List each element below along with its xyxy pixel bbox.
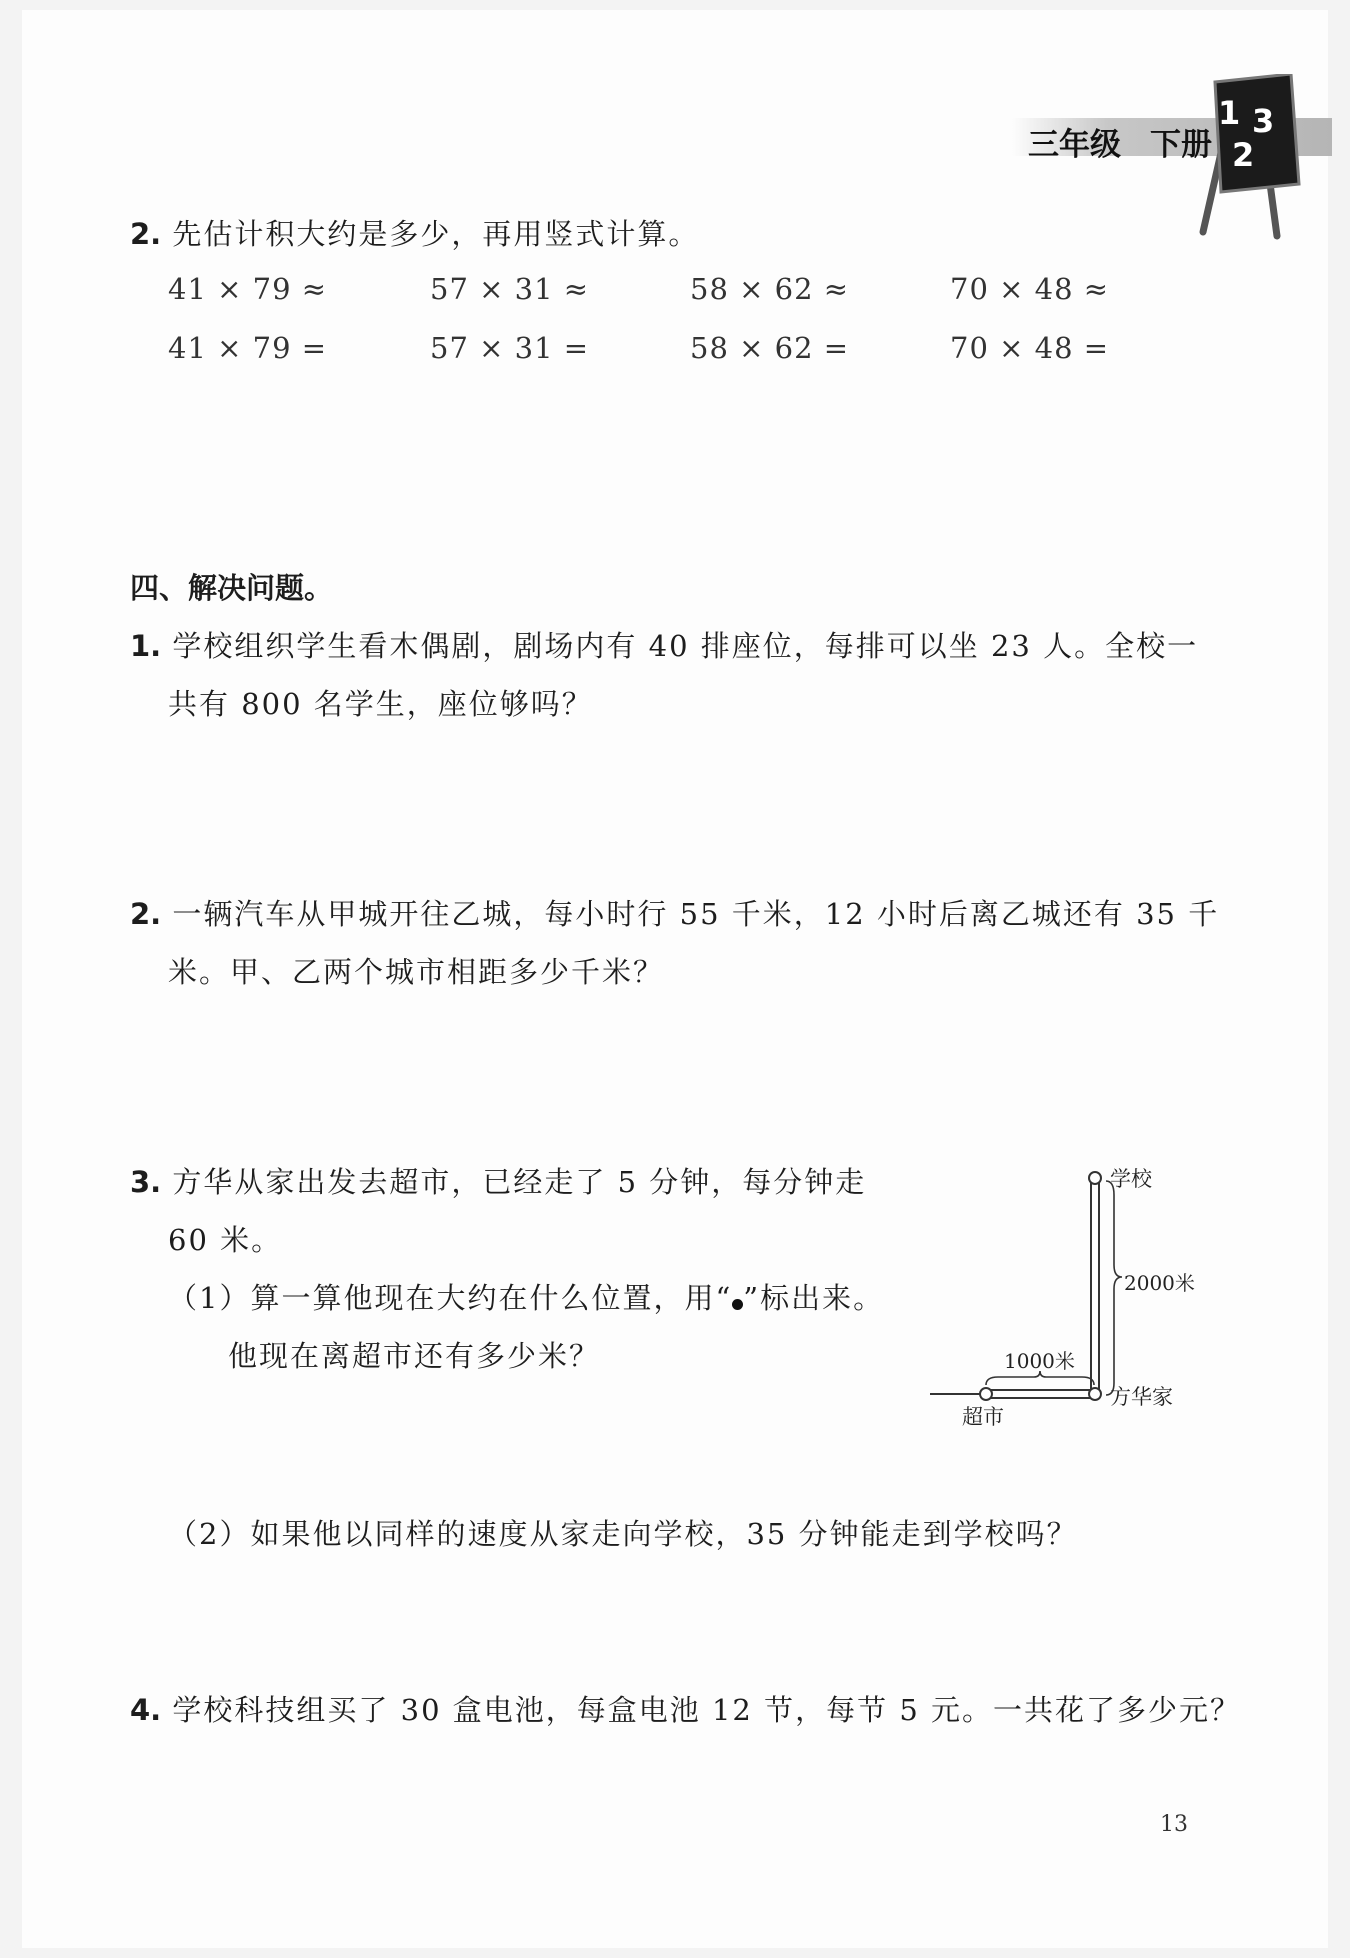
market-label: 超市 [962, 1405, 1004, 1429]
problem-text: 学校组织学生看木偶剧，剧场内有 40 排座位，每排可以坐 23 人。全校一 [172, 629, 1199, 663]
problem-3-sub1-line2: 他现在离超市还有多少米？ [228, 1339, 601, 1373]
problem-1-line2: 共有 800 名学生，座位够吗？ [168, 687, 593, 721]
problem-text: 方华从家出发去超市，已经走了 5 分钟，每分钟走 [172, 1165, 867, 1199]
problem-3-sub1 [168, 1276, 884, 1317]
problem-3-sub2: （2）如果他以同样的速度从家走向学校，35 分钟能走到学校吗？ [168, 1517, 1078, 1551]
problem-1 [130, 624, 1198, 665]
home-point [1089, 1388, 1101, 1400]
question-number: 3. [130, 1165, 162, 1199]
board-digit-3: 3 [1252, 102, 1275, 140]
vertical-distance-label: 2000米 [1124, 1271, 1195, 1295]
section-title: 四、解决问题。 [130, 571, 334, 605]
problem-2-line2: 米。甲、乙两个城市相距多少千米？ [168, 955, 665, 989]
school-point [1089, 1172, 1101, 1184]
estimate-expr-3: 58 × 62 ≈ [690, 272, 850, 306]
blackboard-icon [1195, 74, 1315, 244]
problem-2 [130, 892, 1219, 933]
exact-expr-1: 41 × 79 = [168, 331, 328, 365]
estimate-expr-1: 41 × 79 ≈ [168, 272, 328, 306]
volume-label: 下册 [1150, 127, 1212, 163]
question-number: 2. [130, 897, 162, 931]
page-number: 13 [1160, 1812, 1188, 1837]
home-label: 方华家 [1110, 1385, 1173, 1409]
board-digit-2: 2 [1232, 136, 1255, 174]
question-number: 4. [130, 1693, 162, 1727]
estimate-question [130, 212, 699, 253]
horizontal-distance-label: 1000米 [1004, 1349, 1075, 1373]
grade-label: 三年级 [1028, 127, 1121, 163]
question-number: 1. [130, 629, 162, 663]
problem-3 [130, 1160, 866, 1201]
exact-expr-4: 70 × 48 = [950, 331, 1110, 365]
route-diagram [910, 1145, 1195, 1449]
exact-expr-2: 57 × 31 = [430, 331, 590, 365]
school-label: 学校 [1110, 1167, 1152, 1191]
problem-3-line2: 60 米。 [168, 1223, 283, 1257]
sub1-text-b: ”标出来。 [743, 1281, 885, 1315]
board-digit-1: 1 [1218, 94, 1241, 132]
sub1-text-a: （1）算一算他现在大约在什么位置，用“ [168, 1281, 733, 1315]
question-text: 先估计积大约是多少，再用竖式计算。 [172, 217, 700, 251]
estimate-expr-4: 70 × 48 ≈ [950, 272, 1110, 306]
problem-text: 学校科技组买了 30 盒电池，每盒电池 12 节，每节 5 元。一共花了多少元？ [172, 1693, 1241, 1727]
estimate-expr-2: 57 × 31 ≈ [430, 272, 590, 306]
question-number: 2. [130, 217, 162, 251]
dot-marker-icon [732, 1299, 743, 1310]
problem-text: 一辆汽车从甲城开往乙城，每小时行 55 千米，12 小时后离乙城还有 35 千 [172, 897, 1220, 931]
market-point [980, 1388, 992, 1400]
problem-4 [130, 1688, 1241, 1729]
exact-expr-3: 58 × 62 = [690, 331, 850, 365]
